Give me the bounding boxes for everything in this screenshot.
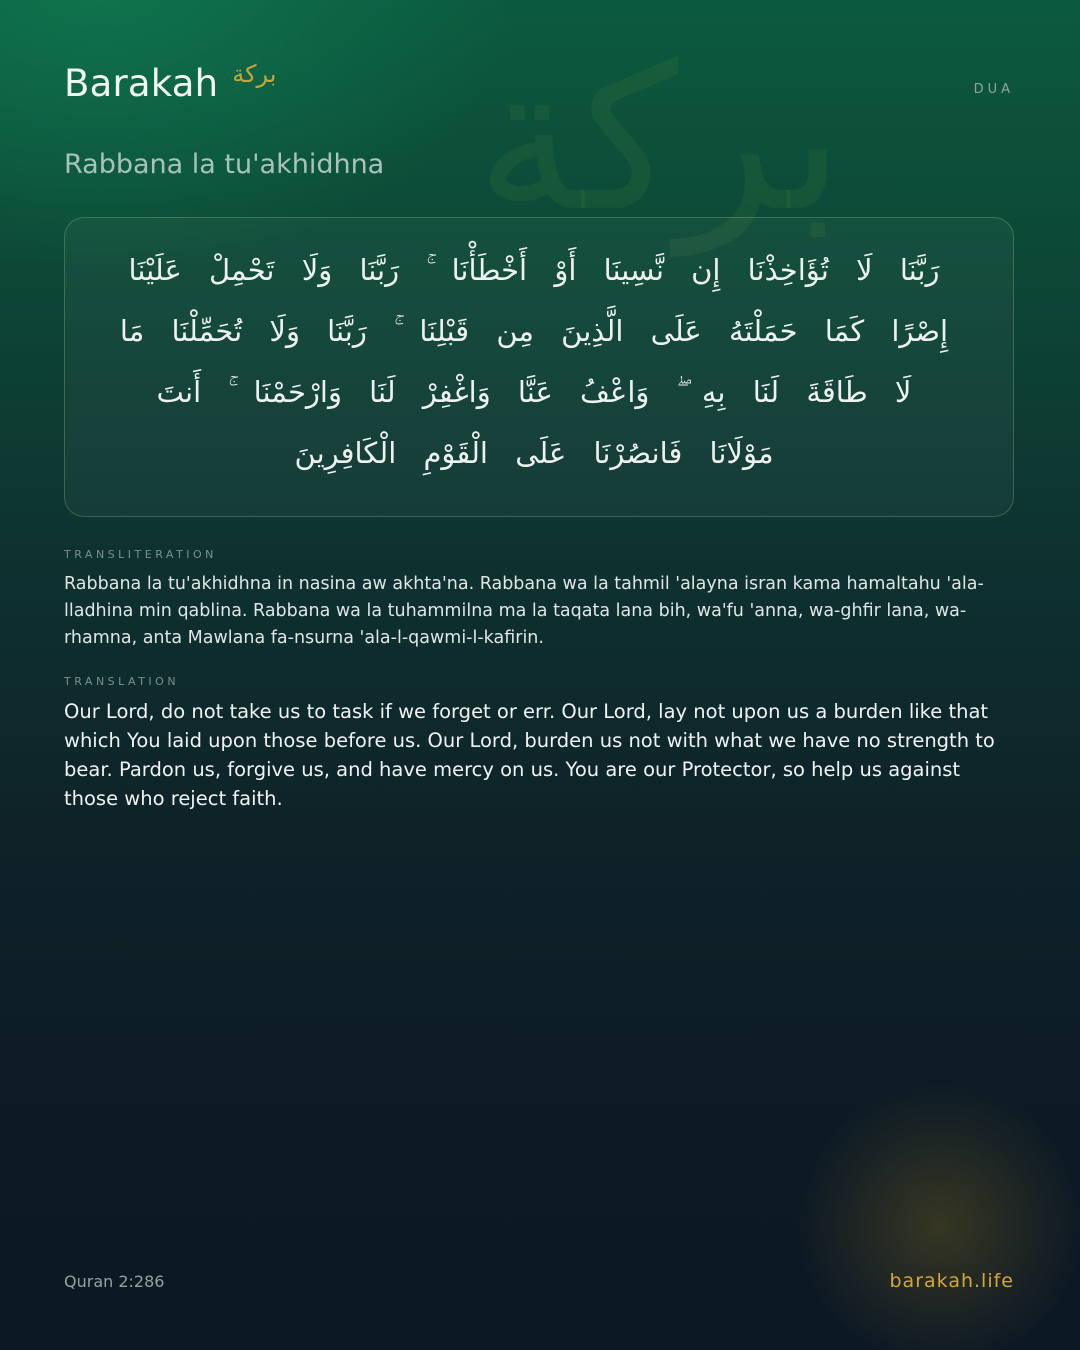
- transliteration-text: Rabbana la tu'akhidhna in nasina aw akhta'na. Rabbana wa la tahmil 'alayna isran kama hamaltahu 'ala-lladhina min qablina. Rabbana wa la tuhammilna ma la taqata lana bih, wa'fu 'anna, wa-ghfir lana, wa-rhamna, anta Mawlana fa-nsurna 'ala-l-qawmi-l-kafirin.: [64, 574, 984, 648]
- transliteration-label: TRANSLITERATION: [64, 548, 217, 561]
- brand-header: [64, 62, 276, 105]
- dua-title: Rabbana la tu'akhidhna: [64, 149, 385, 180]
- brand-name-arabic: بركة: [232, 60, 277, 88]
- category-label: DUA: [973, 82, 1014, 97]
- arabic-text: رَبَّنَا لَا تُؤَاخِذْنَا إِن نَّسِينَا أَوْ أَخْطَأْنَا ۚ رَبَّنَا وَلَا تَحْمِلْ عَلَيْنَا إِصْرًا كَمَا حَمَلْتَهُ عَلَى الَّذِينَ مِن قَبْلِنَا ۚ رَبَّنَا وَلَا تُحَمِّلْنَا مَا لَا طَاقَةَ لَنَا بِهِ ۖ وَاعْفُ عَنَّا وَاغْفِرْ لَنَا وَارْحَمْنَا ۚ أَنتَ مَوْلَانَا فَانصُرْنَا عَلَى الْقَوْمِ الْكَافِرِينَ: [119, 253, 949, 470]
- verse-reference: Quran 2:286: [64, 1272, 165, 1291]
- translation-text: Our Lord, do not take us to task if we forget or err. Our Lord, lay not upon us a burden like that which You laid upon those before us. Our Lord, burden us not with what we have no strength to bear. Pardon us, forgive us, and have mercy on us. You are our Protector, so help us against those who reject faith.: [64, 700, 995, 810]
- arabic-text-card: [64, 217, 1014, 517]
- site-link[interactable]: barakah.life: [889, 1270, 1014, 1292]
- brand-watermark: بركة: [475, 23, 845, 256]
- translation-label: TRANSLATION: [64, 675, 180, 688]
- brand-name: Barakah: [64, 62, 219, 105]
